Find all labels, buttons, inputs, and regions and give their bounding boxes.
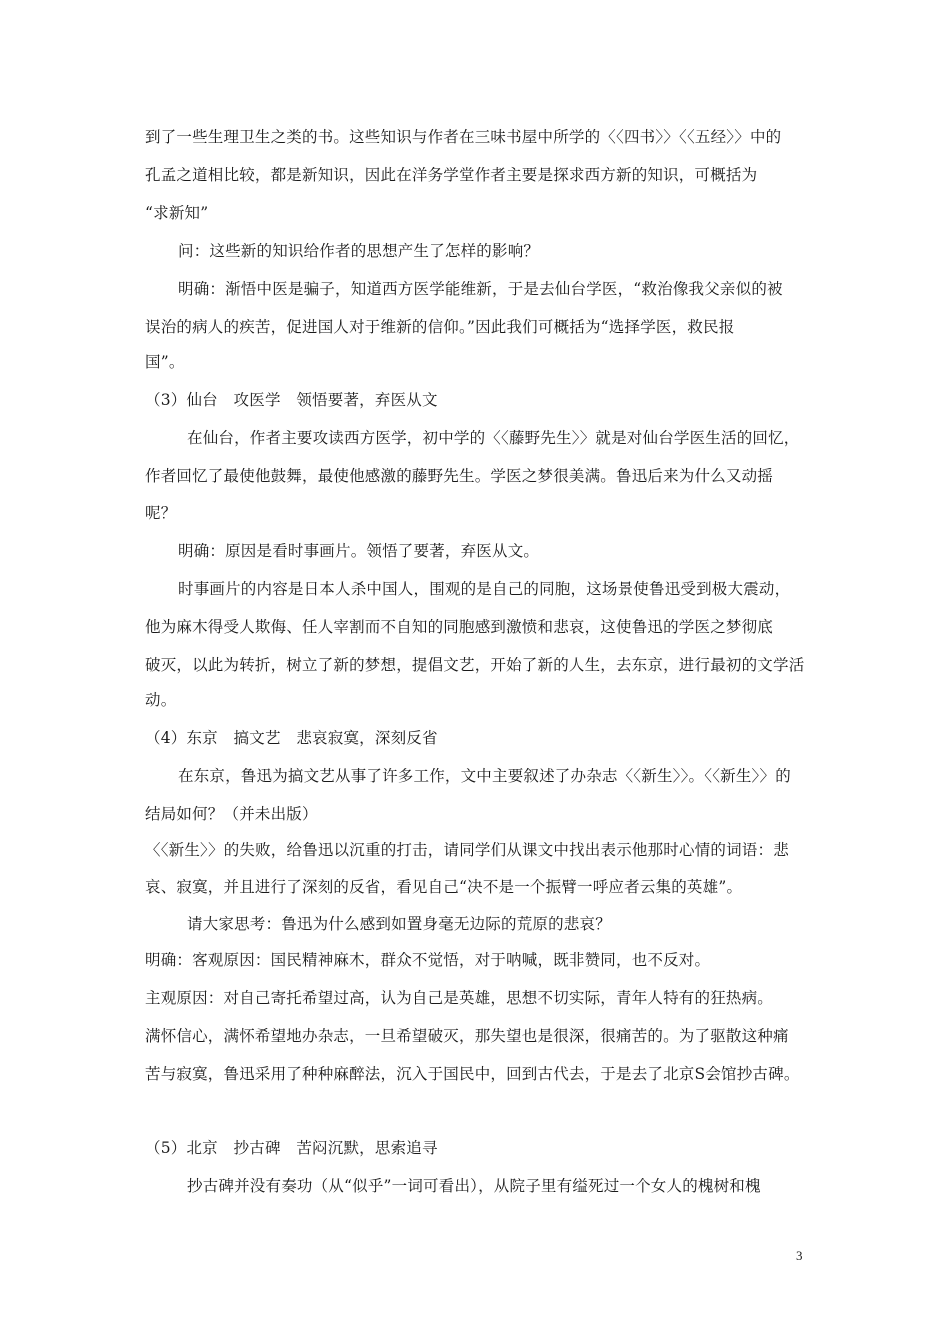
section-heading-3: （3）仙台 攻医学 领悟要著，弃医从文 bbox=[145, 391, 438, 409]
text-line: 时事画片的内容是日本人杀中国人，围观的是自己的同胞，这场景使鲁迅受到极大震动， bbox=[178, 580, 791, 598]
answer-line: 明确：客观原因：国民精神麻木，群众不觉悟，对于呐喊，既非赞同，也不反对。 bbox=[145, 951, 711, 969]
text-line: “求新知” bbox=[145, 204, 209, 222]
section-heading-4: （4）东京 搞文艺 悲哀寂寞，深刻反省 bbox=[145, 729, 438, 747]
text-line: 〈〈新生〉〉的失败，给鲁迅以沉重的打击，请同学们从课文中找出表示他那时心情的词语：悲 bbox=[145, 841, 789, 859]
page-number: 3 bbox=[796, 1248, 803, 1263]
question-line: 问：这些新的知识给作者的思想产生了怎样的影响？ bbox=[178, 242, 540, 260]
text-line: 国”。 bbox=[145, 353, 185, 371]
text-line: 哀、寂寞，并且进行了深刻的反省，看见自己“决不是一个振臂一呼应者云集的英雄”。 bbox=[145, 878, 743, 896]
text-line: 苦与寂寞，鲁迅采用了种种麻醉法，沉入于国民中，回到古代去，于是去了北京S会馆抄古碑。 bbox=[145, 1065, 800, 1083]
text-line: 误治的病人的疾苦，促进国人对于维新的信仰。”因此我们可概括为“选择学医，救民报 bbox=[145, 318, 735, 336]
text-line: 结局如何？（并未出版） bbox=[145, 805, 318, 823]
section-heading-5: （5）北京 抄古碑 苦闷沉默，思索追寻 bbox=[145, 1139, 438, 1157]
text-line: 呢？ bbox=[145, 504, 177, 522]
text-line: 在东京，鲁迅为搞文艺从事了许多工作，文中主要叙述了办杂志〈〈新生〉〉。〈〈新生〉〉的 bbox=[178, 767, 791, 785]
text-line: 满怀信心，满怀希望地办杂志，一旦希望破灭，那失望也是很深，很痛苦的。为了驱散这种痛 bbox=[145, 1027, 789, 1045]
text-line: 破灭，以此为转折，树立了新的梦想，提倡文艺，开始了新的人生，去东京，进行最初的文学活 bbox=[145, 656, 805, 674]
text-line: 到了一些生理卫生之类的书。这些知识与作者在三味书屋中所学的〈〈四书〉〉〈〈五经〉〉中的 bbox=[145, 128, 782, 146]
text-line: 动。 bbox=[145, 691, 177, 709]
text-line: 他为麻木得受人欺侮、任人宰割而不自知的同胞感到激愤和悲哀，这使鲁迅的学医之梦彻底 bbox=[145, 618, 774, 636]
text-line: 在仙台，作者主要攻读西方医学，初中学的〈〈藤野先生〉〉就是对仙台学医生活的回忆， bbox=[187, 429, 800, 447]
text-line: 作者回忆了最使他鼓舞，最使他感激的藤野先生。学医之梦很美满。鲁迅后来为什么又动摇 bbox=[145, 467, 774, 485]
text-line: 孔孟之道相比较，都是新知识，因此在洋务学堂作者主要是探求西方新的知识，可概括为 bbox=[145, 166, 758, 184]
text-line: 主观原因：对自己寄托希望过高，认为自己是英雄，思想不切实际，青年人特有的狂热病。 bbox=[145, 989, 774, 1007]
text-line: 抄古碑并没有奏功（从“似乎”一词可看出），从院子里有缢死过一个女人的槐树和槐 bbox=[187, 1177, 761, 1195]
answer-line: 明确：原因是看时事画片。领悟了要著，弃医从文。 bbox=[178, 542, 540, 560]
question-line: 请大家思考：鲁迅为什么感到如置身毫无边际的荒原的悲哀？ bbox=[187, 915, 611, 933]
answer-line: 明确：渐悟中医是骗子，知道西方医学能维新，于是去仙台学医，“救治像我父亲似的被 bbox=[178, 280, 783, 298]
